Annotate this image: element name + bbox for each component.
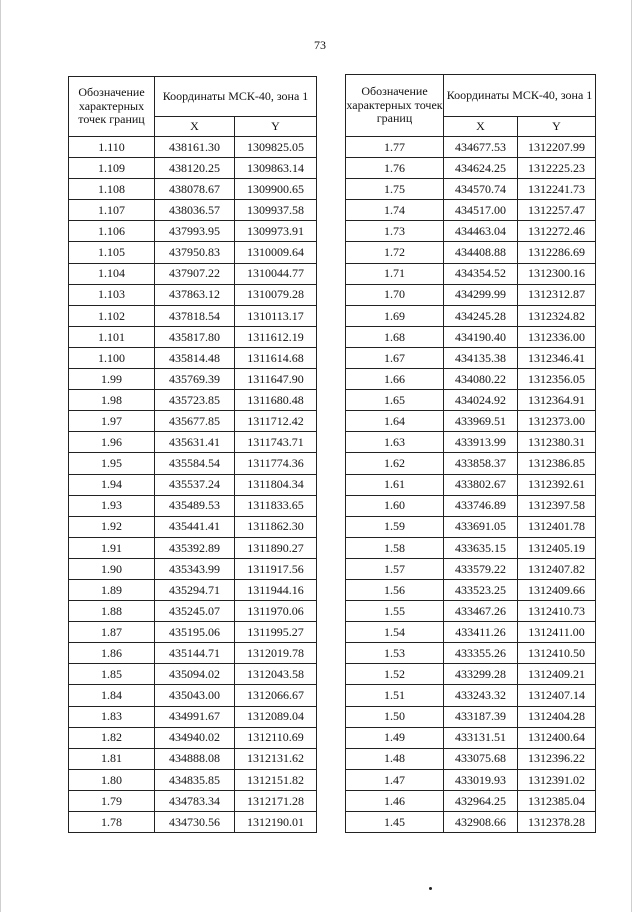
point-id-cell: 1.88 <box>69 601 155 622</box>
x-coordinate-cell: 435677.85 <box>155 411 235 432</box>
x-coordinate-cell: 433746.89 <box>444 495 518 516</box>
point-id-cell: 1.76 <box>346 158 444 179</box>
y-coordinate-cell: 1309900.65 <box>235 179 317 200</box>
table-row <box>69 263 317 284</box>
table-row <box>346 390 596 411</box>
point-id-cell: 1.94 <box>69 474 155 495</box>
x-coordinate-cell: 435144.71 <box>155 643 235 664</box>
point-id-cell: 1.68 <box>346 326 444 347</box>
x-coordinate-cell: 433969.51 <box>444 411 518 432</box>
point-id-cell: 1.77 <box>346 137 444 158</box>
x-coordinate-cell: 434245.28 <box>444 305 518 326</box>
point-id-cell: 1.90 <box>69 558 155 579</box>
point-id-cell: 1.53 <box>346 643 444 664</box>
y-coordinate-cell: 1312404.28 <box>518 706 596 727</box>
table-row <box>346 685 596 706</box>
point-id-cell: 1.110 <box>69 137 155 158</box>
table-row <box>346 664 596 685</box>
point-id-cell: 1.98 <box>69 390 155 411</box>
y-coordinate-cell: 1310009.64 <box>235 242 317 263</box>
table-row <box>69 664 317 685</box>
y-coordinate-cell: 1312364.91 <box>518 390 596 411</box>
point-id-cell: 1.49 <box>346 727 444 748</box>
table-row <box>69 221 317 242</box>
x-coordinate-cell: 437863.12 <box>155 284 235 305</box>
table-row <box>346 263 596 284</box>
x-coordinate-cell: 437818.54 <box>155 305 235 326</box>
y-coordinate-cell: 1312411.00 <box>518 622 596 643</box>
point-id-cell: 1.47 <box>346 769 444 790</box>
table-row <box>346 347 596 368</box>
table-row <box>69 200 317 221</box>
point-id-cell: 1.91 <box>69 537 155 558</box>
x-coordinate-cell: 434940.02 <box>155 727 235 748</box>
y-coordinate-cell: 1312336.00 <box>518 326 596 347</box>
y-column-header: Y <box>518 117 596 137</box>
y-coordinate-cell: 1312407.14 <box>518 685 596 706</box>
table-row <box>69 727 317 748</box>
y-coordinate-cell: 1312346.41 <box>518 347 596 368</box>
table-row <box>69 643 317 664</box>
table-row <box>346 179 596 200</box>
y-coordinate-cell: 1312397.58 <box>518 495 596 516</box>
y-coordinate-cell: 1311944.16 <box>235 579 317 600</box>
point-id-cell: 1.62 <box>346 453 444 474</box>
point-id-cell: 1.83 <box>69 706 155 727</box>
x-coordinate-cell: 438161.30 <box>155 137 235 158</box>
y-coordinate-cell: 1311970.06 <box>235 601 317 622</box>
point-id-cell: 1.103 <box>69 284 155 305</box>
x-coordinate-cell: 433131.51 <box>444 727 518 748</box>
point-id-cell: 1.48 <box>346 748 444 769</box>
table-row <box>346 495 596 516</box>
table-row <box>346 411 596 432</box>
x-coordinate-cell: 434517.00 <box>444 200 518 221</box>
y-coordinate-cell: 1312241.73 <box>518 179 596 200</box>
y-coordinate-cell: 1312286.69 <box>518 242 596 263</box>
table-row <box>69 622 317 643</box>
y-coordinate-cell: 1312396.22 <box>518 748 596 769</box>
point-id-cell: 1.63 <box>346 432 444 453</box>
y-coordinate-cell: 1312385.04 <box>518 790 596 811</box>
table-row <box>346 200 596 221</box>
x-coordinate-cell: 437950.83 <box>155 242 235 263</box>
y-coordinate-cell: 1312391.02 <box>518 769 596 790</box>
y-column-header: Y <box>235 117 317 137</box>
y-coordinate-cell: 1309825.05 <box>235 137 317 158</box>
point-id-cell: 1.106 <box>69 221 155 242</box>
point-id-cell: 1.70 <box>346 284 444 305</box>
y-coordinate-cell: 1312171.28 <box>235 790 317 811</box>
x-coordinate-cell: 434408.88 <box>444 242 518 263</box>
y-coordinate-cell: 1309863.14 <box>235 158 317 179</box>
y-coordinate-cell: 1312131.62 <box>235 748 317 769</box>
table-row <box>346 369 596 390</box>
y-coordinate-cell: 1311995.27 <box>235 622 317 643</box>
y-coordinate-cell: 1312409.21 <box>518 664 596 685</box>
point-id-cell: 1.99 <box>69 369 155 390</box>
x-coordinate-cell: 434463.04 <box>444 221 518 242</box>
y-coordinate-cell: 1312257.47 <box>518 200 596 221</box>
y-coordinate-cell: 1312300.16 <box>518 263 596 284</box>
x-coordinate-cell: 437907.22 <box>155 263 235 284</box>
x-column-header: X <box>155 117 235 137</box>
y-coordinate-cell: 1311862.30 <box>235 516 317 537</box>
y-coordinate-cell: 1311712.42 <box>235 411 317 432</box>
x-coordinate-cell: 435817.80 <box>155 326 235 347</box>
y-coordinate-cell: 1312066.67 <box>235 685 317 706</box>
y-coordinate-cell: 1312401.78 <box>518 516 596 537</box>
table-row <box>346 601 596 622</box>
y-coordinate-cell: 1310044.77 <box>235 263 317 284</box>
y-coordinate-cell: 1311647.90 <box>235 369 317 390</box>
x-coordinate-cell: 433467.26 <box>444 601 518 622</box>
table-row <box>346 643 596 664</box>
point-id-cell: 1.50 <box>346 706 444 727</box>
table-row <box>69 558 317 579</box>
table-row <box>346 812 596 833</box>
point-id-cell: 1.97 <box>69 411 155 432</box>
point-id-cell: 1.105 <box>69 242 155 263</box>
point-id-cell: 1.96 <box>69 432 155 453</box>
page-frame-left-edge <box>0 0 1 912</box>
x-coordinate-cell: 434354.52 <box>444 263 518 284</box>
point-id-cell: 1.109 <box>69 158 155 179</box>
point-id-cell: 1.57 <box>346 558 444 579</box>
y-coordinate-cell: 1312151.82 <box>235 769 317 790</box>
point-id-cell: 1.92 <box>69 516 155 537</box>
table-row <box>346 221 596 242</box>
x-coordinate-cell: 433691.05 <box>444 516 518 537</box>
table-row <box>346 579 596 600</box>
table-row <box>69 390 317 411</box>
x-coordinate-cell: 435584.54 <box>155 453 235 474</box>
table-row <box>69 158 317 179</box>
x-coordinate-cell: 433355.26 <box>444 643 518 664</box>
point-id-cell: 1.86 <box>69 643 155 664</box>
point-id-cell: 1.104 <box>69 263 155 284</box>
y-coordinate-cell: 1312312.87 <box>518 284 596 305</box>
y-coordinate-cell: 1311680.48 <box>235 390 317 411</box>
y-coordinate-cell: 1312019.78 <box>235 643 317 664</box>
table-row <box>346 305 596 326</box>
y-coordinate-cell: 1310079.28 <box>235 284 317 305</box>
x-coordinate-cell: 433243.32 <box>444 685 518 706</box>
y-coordinate-cell: 1312409.66 <box>518 579 596 600</box>
point-id-cell: 1.55 <box>346 601 444 622</box>
point-id-cell: 1.84 <box>69 685 155 706</box>
point-id-cell: 1.101 <box>69 326 155 347</box>
x-coordinate-cell: 435441.41 <box>155 516 235 537</box>
table-row <box>69 137 317 158</box>
table-row <box>69 453 317 474</box>
y-coordinate-cell: 1312043.58 <box>235 664 317 685</box>
x-coordinate-cell: 438078.67 <box>155 179 235 200</box>
table-row <box>69 411 317 432</box>
y-coordinate-cell: 1310113.17 <box>235 305 317 326</box>
table-row <box>346 158 596 179</box>
y-coordinate-cell: 1311612.19 <box>235 326 317 347</box>
point-id-cell: 1.46 <box>346 790 444 811</box>
x-coordinate-cell: 433802.67 <box>444 474 518 495</box>
x-coordinate-cell: 433579.22 <box>444 558 518 579</box>
table-row <box>346 516 596 537</box>
table-row <box>69 601 317 622</box>
coordinates-table-left <box>68 76 317 833</box>
y-coordinate-cell: 1311833.65 <box>235 495 317 516</box>
table-body-left <box>69 137 317 833</box>
table-row <box>69 326 317 347</box>
y-coordinate-cell: 1312089.04 <box>235 706 317 727</box>
x-coordinate-cell: 434624.25 <box>444 158 518 179</box>
x-coordinate-cell: 433411.26 <box>444 622 518 643</box>
x-coordinate-cell: 433858.37 <box>444 453 518 474</box>
x-coordinate-cell: 434888.08 <box>155 748 235 769</box>
table-row <box>69 685 317 706</box>
y-coordinate-cell: 1312378.28 <box>518 812 596 833</box>
point-id-cell: 1.56 <box>346 579 444 600</box>
point-id-cell: 1.100 <box>69 347 155 368</box>
y-coordinate-cell: 1312324.82 <box>518 305 596 326</box>
point-id-cell: 1.45 <box>346 812 444 833</box>
x-coordinate-cell: 433913.99 <box>444 432 518 453</box>
x-coordinate-cell: 434730.56 <box>155 812 235 833</box>
x-coordinate-cell: 435195.06 <box>155 622 235 643</box>
x-coordinate-cell: 435489.53 <box>155 495 235 516</box>
x-coordinate-cell: 434299.99 <box>444 284 518 305</box>
y-coordinate-cell: 1312207.99 <box>518 137 596 158</box>
y-coordinate-cell: 1312272.46 <box>518 221 596 242</box>
point-id-cell: 1.60 <box>346 495 444 516</box>
coordinates-column-header: Координаты МСК-40, зона 1 <box>444 75 596 117</box>
x-coordinate-cell: 435723.85 <box>155 390 235 411</box>
point-id-cell: 1.61 <box>346 474 444 495</box>
table-row <box>69 748 317 769</box>
y-coordinate-cell: 1312407.82 <box>518 558 596 579</box>
table-row <box>69 769 317 790</box>
table-row <box>69 369 317 390</box>
table-row <box>69 305 317 326</box>
point-id-cell: 1.108 <box>69 179 155 200</box>
table-row <box>346 137 596 158</box>
point-id-cell: 1.102 <box>69 305 155 326</box>
point-id-cell: 1.107 <box>69 200 155 221</box>
point-id-cell: 1.54 <box>346 622 444 643</box>
point-id-cell: 1.59 <box>346 516 444 537</box>
x-coordinate-cell: 434991.67 <box>155 706 235 727</box>
x-coordinate-cell: 433075.68 <box>444 748 518 769</box>
y-coordinate-cell: 1311917.56 <box>235 558 317 579</box>
table-row <box>346 326 596 347</box>
y-coordinate-cell: 1311890.27 <box>235 537 317 558</box>
point-column-header: Обозначение характерных точек границ <box>69 77 155 137</box>
table-row <box>346 242 596 263</box>
x-coordinate-cell: 432964.25 <box>444 790 518 811</box>
table-row <box>69 790 317 811</box>
x-coordinate-cell: 433187.39 <box>444 706 518 727</box>
table-row <box>346 790 596 811</box>
table-row <box>69 495 317 516</box>
point-id-cell: 1.58 <box>346 537 444 558</box>
y-coordinate-cell: 1312410.73 <box>518 601 596 622</box>
y-coordinate-cell: 1309973.91 <box>235 221 317 242</box>
point-id-cell: 1.71 <box>346 263 444 284</box>
x-coordinate-cell: 435343.99 <box>155 558 235 579</box>
x-coordinate-cell: 432908.66 <box>444 812 518 833</box>
y-coordinate-cell: 1311774.36 <box>235 453 317 474</box>
table-row <box>346 537 596 558</box>
point-id-cell: 1.87 <box>69 622 155 643</box>
x-coordinate-cell: 437993.95 <box>155 221 235 242</box>
page-number: 73 <box>314 38 326 52</box>
table-row <box>346 432 596 453</box>
y-coordinate-cell: 1312225.23 <box>518 158 596 179</box>
y-coordinate-cell: 1312405.19 <box>518 537 596 558</box>
table-row <box>346 706 596 727</box>
point-id-cell: 1.75 <box>346 179 444 200</box>
table-row <box>346 748 596 769</box>
table-row <box>69 474 317 495</box>
point-id-cell: 1.72 <box>346 242 444 263</box>
x-coordinate-cell: 435631.41 <box>155 432 235 453</box>
y-coordinate-cell: 1311743.71 <box>235 432 317 453</box>
x-coordinate-cell: 435769.39 <box>155 369 235 390</box>
point-id-cell: 1.82 <box>69 727 155 748</box>
coordinates-column-header: Координаты МСК-40, зона 1 <box>155 77 317 117</box>
x-coordinate-cell: 434080.22 <box>444 369 518 390</box>
scan-speck <box>429 887 432 890</box>
point-id-cell: 1.81 <box>69 748 155 769</box>
x-coordinate-cell: 434135.38 <box>444 347 518 368</box>
x-coordinate-cell: 434677.53 <box>444 137 518 158</box>
point-id-cell: 1.74 <box>346 200 444 221</box>
x-coordinate-cell: 433019.93 <box>444 769 518 790</box>
coordinates-table-right <box>345 74 596 833</box>
y-coordinate-cell: 1312356.05 <box>518 369 596 390</box>
point-id-cell: 1.95 <box>69 453 155 474</box>
point-id-cell: 1.64 <box>346 411 444 432</box>
x-coordinate-cell: 435392.89 <box>155 537 235 558</box>
point-id-cell: 1.73 <box>346 221 444 242</box>
y-coordinate-cell: 1312386.85 <box>518 453 596 474</box>
x-coordinate-cell: 434190.40 <box>444 326 518 347</box>
point-id-cell: 1.85 <box>69 664 155 685</box>
x-coordinate-cell: 435094.02 <box>155 664 235 685</box>
table-row <box>346 622 596 643</box>
page-frame-right-edge <box>631 0 632 912</box>
x-coordinate-cell: 435537.24 <box>155 474 235 495</box>
point-id-cell: 1.79 <box>69 790 155 811</box>
y-coordinate-cell: 1309937.58 <box>235 200 317 221</box>
table-row <box>69 242 317 263</box>
point-id-cell: 1.52 <box>346 664 444 685</box>
table-row <box>69 812 317 833</box>
point-id-cell: 1.93 <box>69 495 155 516</box>
table-row <box>69 537 317 558</box>
y-coordinate-cell: 1312380.31 <box>518 432 596 453</box>
x-coordinate-cell: 434024.92 <box>444 390 518 411</box>
table-row <box>69 347 317 368</box>
x-coordinate-cell: 433299.28 <box>444 664 518 685</box>
table-row <box>346 727 596 748</box>
table-row <box>69 432 317 453</box>
table-row <box>69 579 317 600</box>
y-coordinate-cell: 1312190.01 <box>235 812 317 833</box>
point-id-cell: 1.78 <box>69 812 155 833</box>
x-coordinate-cell: 435043.00 <box>155 685 235 706</box>
table-row <box>346 284 596 305</box>
y-coordinate-cell: 1312373.00 <box>518 411 596 432</box>
table-row <box>69 706 317 727</box>
x-coordinate-cell: 438120.25 <box>155 158 235 179</box>
table-row <box>69 516 317 537</box>
point-id-cell: 1.67 <box>346 347 444 368</box>
table-row <box>346 453 596 474</box>
x-coordinate-cell: 434570.74 <box>444 179 518 200</box>
x-column-header: X <box>444 117 518 137</box>
x-coordinate-cell: 434783.34 <box>155 790 235 811</box>
y-coordinate-cell: 1311804.34 <box>235 474 317 495</box>
point-id-cell: 1.51 <box>346 685 444 706</box>
x-coordinate-cell: 435245.07 <box>155 601 235 622</box>
x-coordinate-cell: 433523.25 <box>444 579 518 600</box>
point-id-cell: 1.69 <box>346 305 444 326</box>
point-column-header: Обозначение характерных точек границ <box>346 75 444 137</box>
table-row <box>69 179 317 200</box>
table-body-right <box>346 137 596 833</box>
table-row <box>346 558 596 579</box>
table-row <box>346 474 596 495</box>
y-coordinate-cell: 1312110.69 <box>235 727 317 748</box>
x-coordinate-cell: 435294.71 <box>155 579 235 600</box>
point-id-cell: 1.89 <box>69 579 155 600</box>
x-coordinate-cell: 434835.85 <box>155 769 235 790</box>
x-coordinate-cell: 438036.57 <box>155 200 235 221</box>
point-id-cell: 1.66 <box>346 369 444 390</box>
y-coordinate-cell: 1312392.61 <box>518 474 596 495</box>
point-id-cell: 1.80 <box>69 769 155 790</box>
y-coordinate-cell: 1312400.64 <box>518 727 596 748</box>
table-row <box>69 284 317 305</box>
y-coordinate-cell: 1311614.68 <box>235 347 317 368</box>
x-coordinate-cell: 435814.48 <box>155 347 235 368</box>
x-coordinate-cell: 433635.15 <box>444 537 518 558</box>
point-id-cell: 1.65 <box>346 390 444 411</box>
table-row <box>346 769 596 790</box>
y-coordinate-cell: 1312410.50 <box>518 643 596 664</box>
